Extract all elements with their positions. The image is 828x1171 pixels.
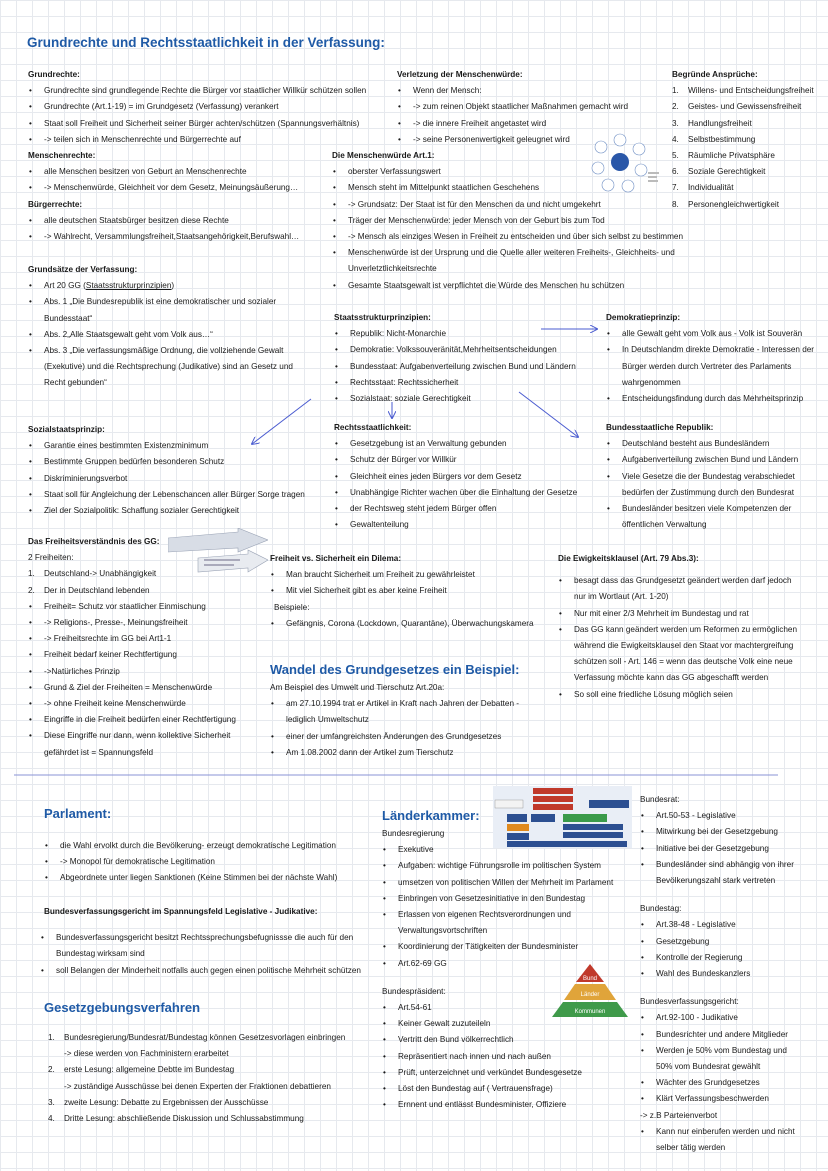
list-item-continued: nur im Wortlaut (Art. 1-20) xyxy=(574,592,669,602)
pyramid-mid-label: Länder xyxy=(580,992,600,998)
list-item: • Mitwirkung bei der Gesetzgebung xyxy=(640,824,795,840)
list-item: • -> teilen sich in Menschenrechte und Bürgerrechte auf xyxy=(28,132,366,148)
list-item: • Repräsentiert nach innen und nach außen xyxy=(382,1049,613,1065)
list-item: • Rechtsstaat: Rechtssicherheit xyxy=(334,375,576,391)
parlament-section xyxy=(44,804,337,887)
list-item-continued: Verfassung möchte kann das GG abgeschafft werden xyxy=(574,673,769,683)
bundesstaat-section xyxy=(606,420,798,533)
list-item: • Bundesrichter und andere Mitglieder xyxy=(640,1027,795,1043)
list-item: • Abs. 2„Alle Staatsgewalt geht vom Volk aus…“ xyxy=(28,327,293,343)
demokratie-list xyxy=(606,326,814,407)
list-item: 4. Selbstbestimmung xyxy=(672,134,756,144)
rechtsstaat-section xyxy=(334,420,577,533)
list-item-continued: während die Ewigkeitsklausel den Staat vor machtergreifung xyxy=(574,641,794,651)
wandel-list xyxy=(270,696,519,761)
list-item-continued: Unverletztlichkeitsrechte xyxy=(348,264,437,274)
list-item: • einer der umfangreichsten Änderungen des Grundgesetzes xyxy=(270,729,519,745)
menschenwuerde-list xyxy=(332,164,683,294)
bundesrat-list xyxy=(640,808,795,889)
list-item: 5. Räumliche Privatsphäre xyxy=(672,151,775,161)
list-item: • Demokratie: Volkssouveränität,Mehrheitsentscheidungen xyxy=(334,342,576,358)
dilema-heading: Freiheit vs. Sicherheit ein Dilema: xyxy=(270,554,402,563)
staatsstruktur-link[interactable]: Staatsstrukturprinzipien xyxy=(85,281,172,291)
list-item-continued: Recht gebunden“ xyxy=(44,378,107,388)
list-item: • Deutschland besteht aus Bundesländern xyxy=(606,436,798,452)
list-item-continued: öffentlichen Verwaltung xyxy=(622,520,707,530)
list-item: • Exekutive xyxy=(382,842,613,858)
beispiele-label: Beispiele: xyxy=(274,602,310,612)
list-item-continued: Bevölkerungszahl stark vertreten xyxy=(656,876,776,886)
list-item: • Prüft, unterzeichnet und verkündet Bundesgesetze xyxy=(382,1065,613,1081)
sozialstaat-list xyxy=(28,438,305,519)
rechtsstaat-list xyxy=(334,436,577,533)
list-item: • Staat soll für Angleichung der Lebenschancen aller Bürger Sorge tragen xyxy=(28,487,305,503)
list-item: • Abs. 1 „Die Bundesrepublik ist eine demokratischer und sozialer xyxy=(28,294,293,310)
demokratie-section xyxy=(606,310,814,407)
ansprueche-heading: Begründe Ansprüche: xyxy=(672,70,758,79)
list-item: • Aufgabenverteilung zwischen Bund und Ländern xyxy=(606,452,798,468)
list-item: • der Rechtsweg steht jedem Bürger offen xyxy=(334,501,577,517)
list-item-continued: Bundestag wirksam sind xyxy=(56,949,145,959)
wandel-sub: Am Beispiel des Umwelt und Tierschutz Art.20a: xyxy=(270,683,445,692)
list-item: • Art.62-69 GG xyxy=(382,956,613,972)
list-item: -> diese werden von Fachministern erarbeitet xyxy=(64,1049,229,1059)
list-item: • Wahl des Bundeskanzlers xyxy=(640,966,795,982)
list-item: • -> die innere Freiheit angetastet wird xyxy=(397,116,628,132)
list-item: • Sozialstaat: soziale Gerechtigkeit xyxy=(334,391,576,407)
dilema-section xyxy=(270,551,534,632)
list-item: • Gewaltenteilung xyxy=(334,517,577,533)
list-item: • Gefängnis, Corona (Lockdown, Quarantäne), Überwachungskamera xyxy=(270,616,534,632)
list-item: • -> Wahlrecht, Versammlungsfreiheit,Staatsangehörigkeit,Berufswahl… xyxy=(28,229,366,245)
list-item: 2. Geistes- und Gewissensfreiheit xyxy=(672,102,802,112)
gesetzgebung-list xyxy=(48,1030,345,1127)
list-item: 1. Bundesregierung/Bundesrat/Bundestag können Gesetzesvorlagen einbringen xyxy=(48,1033,346,1042)
list-item: • -> ohne Freiheit keine Menschenwürde xyxy=(28,696,236,712)
bundesstaat-heading: Bundesstaatliche Republik: xyxy=(606,423,714,432)
verletzung-heading: Verletzung der Menschenwürde: xyxy=(397,70,523,79)
freiheit-heading: Das Freiheitsverständnis des GG: xyxy=(28,537,160,546)
parlament-list xyxy=(44,838,337,887)
list-item: • Art 20 GG (Staatsstrukturprinzipien) xyxy=(28,278,293,294)
buergerrechte-heading: Bürgerrechte: xyxy=(28,199,83,209)
laender-heading: Länderkammer: xyxy=(382,808,480,823)
list-item: • In Deutschlandm direkte Demokratie - Interessen der xyxy=(606,342,814,358)
list-item: • Koordinierung der Tätigkeiten der Bundesminister xyxy=(382,939,613,955)
list-item-continued: Bürger werden durch Vertreter des Parlaments xyxy=(622,361,792,371)
list-item: • alle deutschen Staatsbürger besitzen diese Rechte xyxy=(28,213,366,229)
list-item: • -> Grundsatz: Der Staat ist für den Menschen da und nicht umgekehrt xyxy=(332,197,683,213)
list-item: • Bundesländer sind abhängig von ihrer xyxy=(640,857,795,873)
list-item-continued: (Exekutive) und die Rechtsprechung (Judikative) sind an Gesetz und xyxy=(44,362,293,372)
list-item-continued: schützen soll - Art. 146 = wenn das deutsche Volk eine neue xyxy=(574,657,793,667)
dilema-list xyxy=(270,567,534,599)
list-item: • Art.50-53 - Legislative xyxy=(640,808,795,824)
bundesrat-heading: Bundesrat: xyxy=(640,795,680,804)
bverfg-spannung-section xyxy=(44,904,361,979)
gesetzgebung-heading: Gesetzgebungsverfahren xyxy=(44,1000,201,1015)
list-item: • Am 1.08.2002 dann der Artikel zum Tierschutz xyxy=(270,745,519,761)
list-item: • Art.54-61 xyxy=(382,1000,613,1016)
list-item: • Vertritt den Bund völkerrechtlich xyxy=(382,1032,613,1048)
bundespraesident-list xyxy=(382,1000,613,1113)
laender-section xyxy=(382,806,613,1113)
ewigkeit-section xyxy=(558,551,797,703)
verletzung-section xyxy=(397,67,628,148)
ewigkeit-list xyxy=(558,573,797,703)
list-item: • Menschenwürde ist der Ursprung und die Quelle aller weiteren Freiheits-, Gleichheits- und xyxy=(332,245,683,261)
sozialstaat-heading: Sozialstaatsprinzip: xyxy=(28,425,105,434)
list-item: • Republik: Nicht-Monarchie xyxy=(334,326,576,342)
grundsaetze-heading: Grundsätze der Verfassung: xyxy=(28,265,138,274)
list-item: • Entscheidungsfindung durch das Mehrheitsprinzip xyxy=(606,391,814,407)
list-item: 1. Deutschland-> Unabhängigkeit xyxy=(28,569,157,579)
list-item: 8. Personengleichwertigkeit xyxy=(672,199,780,209)
bundespraesident-heading: Bundespräsident: xyxy=(382,986,446,996)
list-item-continued: Verwaltungsvortschriften xyxy=(398,926,488,936)
list-item: • Ziel der Sozialpolitik: Schaffung sozialer Gerechtigkeit xyxy=(28,503,305,519)
parlament-heading: Parlament: xyxy=(44,806,112,821)
menschenwuerde-heading: Die Menschenwürde Art.1: xyxy=(332,151,435,160)
list-item: • Diese Eingriffe nur dann, wenn kollektive Sicherheit xyxy=(28,728,236,744)
list-item: 4. Dritte Lesung: abschließende Diskussion und Schlussabstimmung xyxy=(48,1114,304,1124)
grundsaetze-section xyxy=(28,262,293,392)
list-item: • -> seine Personenwertigkeit geleugnet wird xyxy=(397,132,628,148)
freiheit-sub: 2 Freiheiten: xyxy=(28,553,74,563)
list-item: • Art.92-100 - Judikative xyxy=(640,1010,795,1026)
verletzung-list xyxy=(397,83,628,148)
list-item-continued: lediglich Umweltschutz xyxy=(286,715,369,725)
list-item: • Einbringen von Gesetzesinitiative in den Bundestag xyxy=(382,891,613,907)
parteienverbot-note: -> z.B Parteienverbot xyxy=(640,1110,718,1120)
buergerrechte-list xyxy=(28,213,366,245)
list-item: • -> Mensch als einziges Wesen in Freiheit zu entscheiden und über sich selbst zu bestimmen xyxy=(332,229,683,245)
list-item-continued: wahrgenommen xyxy=(622,377,681,387)
list-item: • -> zum reinen Objekt staatlicher Maßnahmen gemacht wird xyxy=(397,99,628,115)
list-item: • Klärt Verfassungsbeschwerden xyxy=(640,1091,795,1107)
list-item: • -> Religions-, Presse-, Meinungsfreiheit xyxy=(28,615,236,631)
list-item: • Bestimmte Gruppen bedürfen besonderen Schutz xyxy=(28,454,305,470)
list-item: • Staat soll Freiheit und Sicherheit seiner Bürger achten/schützen (Spannungsverhältnis) xyxy=(28,116,366,132)
bundestag-heading: Bundestag: xyxy=(640,904,682,914)
list-item: • Gesetzgebung xyxy=(640,934,795,950)
list-item: • Schutz der Bürger vor Willkür xyxy=(334,452,577,468)
list-item: • Gesetzgebung ist an Verwaltung gebunden xyxy=(334,436,577,452)
list-item: 3. zweite Lesung: Debatte zu Ergebnissen der Ausschüsse xyxy=(48,1097,269,1107)
list-item: • Ernnent und entlässt Bundesminister, Offiziere xyxy=(382,1097,613,1113)
list-item: • Grundrechte (Art.1-19) = im Grundgesetz (Verfassung) verankert xyxy=(28,99,366,115)
list-item: • oberster Verfassungswert xyxy=(332,164,683,180)
menschenrechte-heading: Menschenrechte: xyxy=(28,151,96,161)
list-item: • Mensch steht im Mittelpunkt staatlichen Geschehens xyxy=(332,180,683,196)
list-item: • Träger der Menschenwürde: jeder Mensch von der Geburt bis zum Tod xyxy=(332,213,683,229)
list-item: • ->Natürliches Prinzip xyxy=(28,664,236,680)
list-item: • Erlassen von eigenen Rechtsverordnungen und xyxy=(382,907,613,923)
grundrechte-heading: Grundrechte: xyxy=(28,70,80,79)
pyramid-bottom-label: Kommunen xyxy=(574,1009,606,1015)
list-item: • Bundesländer besitzen viele Kompetenzen der xyxy=(606,501,798,517)
wandel-section xyxy=(270,660,519,761)
list-item: • Mit viel Sicherheit gibt es aber keine Freiheit xyxy=(270,583,534,599)
list-item: • Kann nur einberufen werden und nicht xyxy=(640,1124,795,1140)
list-item: • Keiner Gewalt zuzuteileln xyxy=(382,1016,613,1032)
gesetzgebung-section xyxy=(44,998,345,1127)
pyramid-top-label: Bund xyxy=(582,976,598,982)
bverfg-spannung-list xyxy=(40,930,361,979)
list-item: • Löst den Bundestag auf ( Vertrauensfrage) xyxy=(382,1081,613,1097)
staatsstruktur-section xyxy=(334,310,576,407)
staatsstruktur-list xyxy=(334,326,576,407)
list-item: 1. Willens- und Entscheidungsfreiheit xyxy=(672,86,814,96)
list-item: • Wächter des Grundgesetzes xyxy=(640,1075,795,1091)
list-item: • -> Monopol für demokratische Legitimation xyxy=(44,854,337,870)
wandel-heading: Wandel des Grundgesetzes ein Beispiel: xyxy=(270,662,520,677)
list-item: • Viele Gesetze die der Bundestag verabschiedet xyxy=(606,469,798,485)
list-item: • Unabhängige Richter wachen über die Einhaltung der Gesetze xyxy=(334,485,577,501)
list-item: • die Wahl ervolkt durch die Bevölkerung- erzeugt demokratische Legitimation xyxy=(44,838,337,854)
list-item: • Abgeordnete unter liegen Sanktionen (Keine Stimmen bei der nächste Wahl) xyxy=(44,870,337,886)
list-item: • Das GG kann geändert werden um Reformen zu ermöglichen xyxy=(558,622,797,638)
list-item: • am 27.10.1994 trat er Artikel in Kraft nach Jahren der Debatten - xyxy=(270,696,519,712)
list-item: • Garantie eines bestimmten Existenzminimum xyxy=(28,438,305,454)
list-item: • Nur mit einer 2/3 Mehrheit im Bundestag und rat xyxy=(558,606,797,622)
list-item: • Bundesstaat: Aufgabenverteilung zwischen Bund und Ländern xyxy=(334,359,576,375)
list-item: • Aufgaben: wichtige Führungsrolle im politischen System xyxy=(382,858,613,874)
sozialstaat-section xyxy=(28,422,305,519)
list-item: • Gleichheit eines jeden Bürgers vor dem Gesetz xyxy=(334,469,577,485)
freiheit-list xyxy=(28,599,236,761)
list-item: • Freiheit= Schutz vor staatlicher Einmischung xyxy=(28,599,236,615)
list-item: • So soll eine friedliche Lösung möglich seien xyxy=(558,687,797,703)
ewigkeit-heading: Die Ewigkeitsklausel (Art. 79 Abs.3): xyxy=(558,554,699,563)
list-item: -> zuständige Ausschüsse bei denen Experten der Fraktionen debattieren xyxy=(64,1081,331,1091)
freiheit-numbered xyxy=(28,566,236,598)
list-item: • Bundesverfassungsgericht besitzt Rechtssprechungsbefugnissse die auch für den xyxy=(40,930,361,946)
list-item: • Man braucht Sicherheit um Freiheit zu gewährleistet xyxy=(270,567,534,583)
list-item: 2. Der in Deutschland lebenden xyxy=(28,585,150,595)
list-item: • Initiative bei der Gesetzgebung xyxy=(640,841,795,857)
grundrechte-list xyxy=(28,83,366,148)
list-item: • besagt dass das Grundgesetzt geändert werden darf jedoch xyxy=(558,573,797,589)
list-item: • Eingriffe in die Freiheit bedürfen einer Rechtfertigung xyxy=(28,712,236,728)
freiheit-section xyxy=(28,534,236,761)
list-item: 6. Soziale Gerechtigkeit xyxy=(672,167,766,177)
list-item: • Werden je 50% vom Bundestag und xyxy=(640,1043,795,1059)
menschenrechte-list xyxy=(28,164,366,196)
beispiele-list xyxy=(270,616,534,632)
list-item-continued: selber tätig werden xyxy=(656,1143,726,1153)
bverfg-spannung-heading: Bundesverfassungsgericht im Spannungsfeld Legislative - Judikative: xyxy=(44,907,318,916)
list-item: 3. Handlungsfreiheit xyxy=(672,118,752,128)
bverfg-extra-list xyxy=(640,1124,795,1156)
list-item: • alle Menschen besitzen von Geburt an Menschenrechte xyxy=(28,164,366,180)
bundesregierung-heading: Bundesregierung xyxy=(382,829,445,838)
list-item-continued: gefährdet ist = Spannungsfeld xyxy=(44,747,154,757)
ansprueche-list xyxy=(672,83,814,213)
list-item: • Grundrechte sind grundlegende Rechte die Bürger vor staatlicher Willkür schützen sollen xyxy=(28,83,366,99)
list-item: • Freiheit bedarf keiner Rechtfertigung xyxy=(28,647,236,663)
list-item: • alle Gewalt geht vom Volk aus - Volk ist Souverän xyxy=(606,326,814,342)
demokratie-heading: Demokratieprinzip: xyxy=(606,313,681,322)
list-item-continued: bedürfen der Zustimmung durch den Bundesrat xyxy=(622,487,795,497)
list-item: • soll Belangen der Minderheit notfalls auch gegen einen politische Mehrheit schützen xyxy=(40,963,361,979)
bverfg-list xyxy=(640,1010,795,1107)
list-item: 2. erste Lesung: allgemeine Debtte im Bundestag xyxy=(48,1065,235,1075)
bundestag-list xyxy=(640,917,795,982)
list-item-continued: 50% vom Bundesrat gewählt xyxy=(656,1062,761,1072)
bundesregierung-list xyxy=(382,842,613,972)
menschenwuerde-section xyxy=(332,148,683,294)
page-title: Grundrechte und Rechtsstaatlichkeit in der Verfassung: xyxy=(27,35,385,50)
list-item: • Wenn der Mensch: xyxy=(397,83,628,99)
list-item: • Diskriminierungsverbot xyxy=(28,471,305,487)
list-item: • -> Freiheitsrechte im GG bei Art1-1 xyxy=(28,631,236,647)
organe-section xyxy=(640,792,795,1156)
list-item: • Kontrolle der Regierung xyxy=(640,950,795,966)
bundesstaat-list xyxy=(606,436,798,533)
list-item: 7. Individualität xyxy=(672,183,734,193)
ansprueche-section xyxy=(672,67,814,213)
rechtsstaat-heading: Rechtsstaatlichkeit: xyxy=(334,423,412,432)
bverfg-heading: Bundesverfassungsgericht: xyxy=(640,997,739,1007)
grundsaetze-list xyxy=(28,278,293,391)
list-item: • Gesamte Staatsgewalt ist verpflichtet die Würde des Menschen hu schützen xyxy=(332,278,683,294)
list-item: • Abs. 3 „Die verfassungsmäßige Ordnung, die vollziehende Gewalt xyxy=(28,343,293,359)
list-item: • umsetzen von politischen Willen der Mehrheit im Parlament xyxy=(382,875,613,891)
list-item-continued: Bundesstaat“ xyxy=(44,313,93,323)
grundrechte-section xyxy=(28,67,366,245)
list-item: • Grund & Ziel der Freiheiten = Menschenwürde xyxy=(28,680,236,696)
list-item: • -> Menschenwürde, Gleichheit vor dem Gesetz, Meinungsäußerung… xyxy=(28,180,366,196)
list-item: • Art.38-48 - Legislative xyxy=(640,917,795,933)
staatsstruktur-heading: Staatsstrukturprinzipien: xyxy=(334,313,431,322)
